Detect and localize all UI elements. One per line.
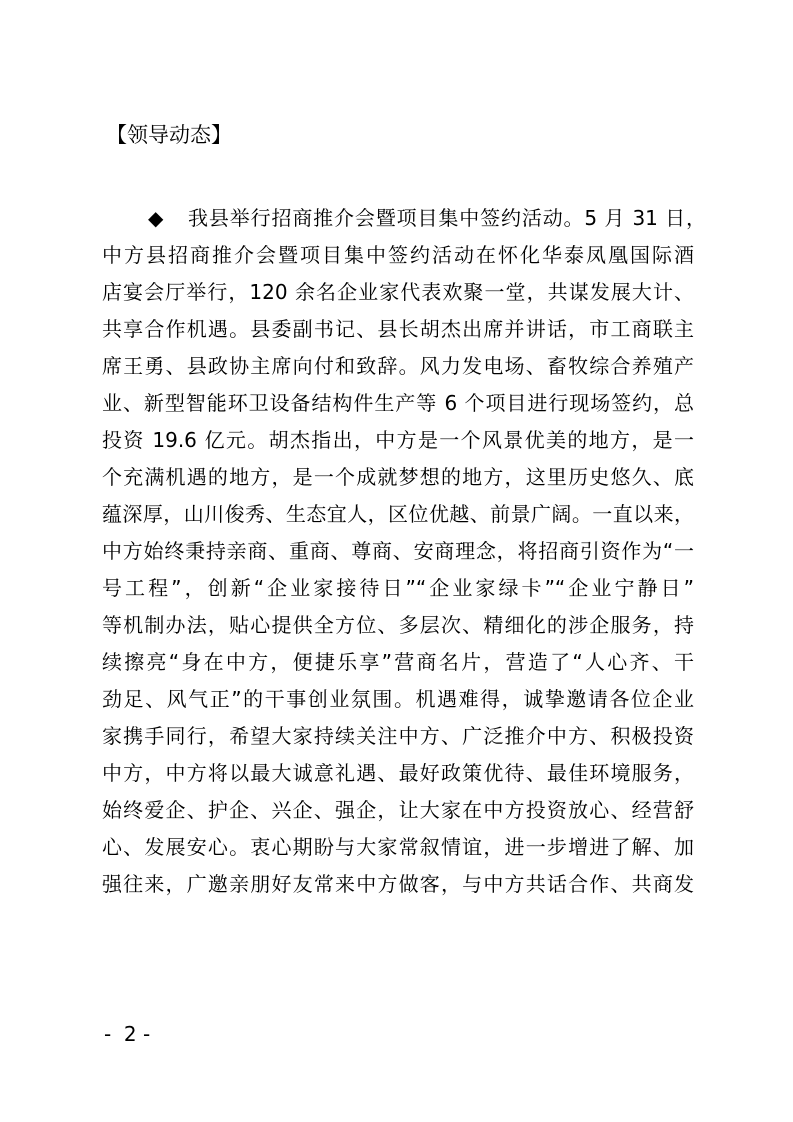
article-line-text: 我县举行招商推介会暨项目集中签约活动。5 月 31 日， [188, 206, 706, 230]
page-number: - 2 - [104, 1022, 151, 1046]
article-line: 号工程”，创新“企业家接待日”“企业家绿卡”“企业宁静日” [102, 576, 694, 600]
article-line: 家携手同行，希望大家持续关注中方、广泛推介中方、积极投资 [102, 724, 694, 748]
section-heading: 【领导动态】 [106, 123, 232, 147]
article-line: 共享合作机遇。县委副书记、县长胡杰出席并讲话，市工商联主 [102, 317, 694, 341]
article-line: 续擦亮“身在中方，便捷乐享”营商名片，营造了“人心齐、干 [102, 650, 694, 674]
article-body [102, 200, 706, 903]
article-line: 蕴深厚，山川俊秀、生态宜人，区位优越、前景广阔。一直以来， [102, 502, 694, 526]
article-line: 始终爱企、护企、兴企、强企，让大家在中方投资放心、经营舒 [102, 798, 694, 822]
article-line: 业、新型智能环卫设备结构件生产等 6 个项目进行现场签约，总 [102, 391, 694, 415]
article-line: 个充满机遇的地方，是一个成就梦想的地方，这里历史悠久、底 [102, 465, 694, 489]
article-line: 强往来，广邀亲朋好友常来中方做客，与中方共话合作、共商发 [102, 872, 694, 896]
article-line: 等机制办法，贴心提供全方位、多层次、精细化的涉企服务，持 [102, 613, 694, 637]
article-line: 投资 19.6 亿元。胡杰指出，中方是一个风景优美的地方，是一 [102, 428, 694, 452]
article-line: 心、发展安心。衷心期盼与大家常叙情谊，进一步增进了解、加 [102, 835, 694, 859]
article-line: 中方县招商推介会暨项目集中签约活动在怀化华泰凤凰国际酒 [102, 243, 694, 267]
article-line-1 [102, 200, 706, 237]
article-line: 席王勇、县政协主席向付和致辞。风力发电场、畜牧综合养殖产 [102, 354, 694, 378]
article-line: 劲足、风气正”的干事创业氛围。机遇难得，诚挚邀请各位企业 [102, 687, 694, 711]
article-line: 中方始终秉持亲商、重商、尊商、安商理念，将招商引资作为“一 [102, 539, 694, 563]
article-line: 店宴会厅举行，120 余名企业家代表欢聚一堂，共谋发展大计、 [102, 280, 694, 304]
article-line: 中方，中方将以最大诚意礼遇、最好政策优待、最佳环境服务， [102, 761, 694, 785]
diamond-bullet-icon: ◆ [148, 206, 164, 230]
